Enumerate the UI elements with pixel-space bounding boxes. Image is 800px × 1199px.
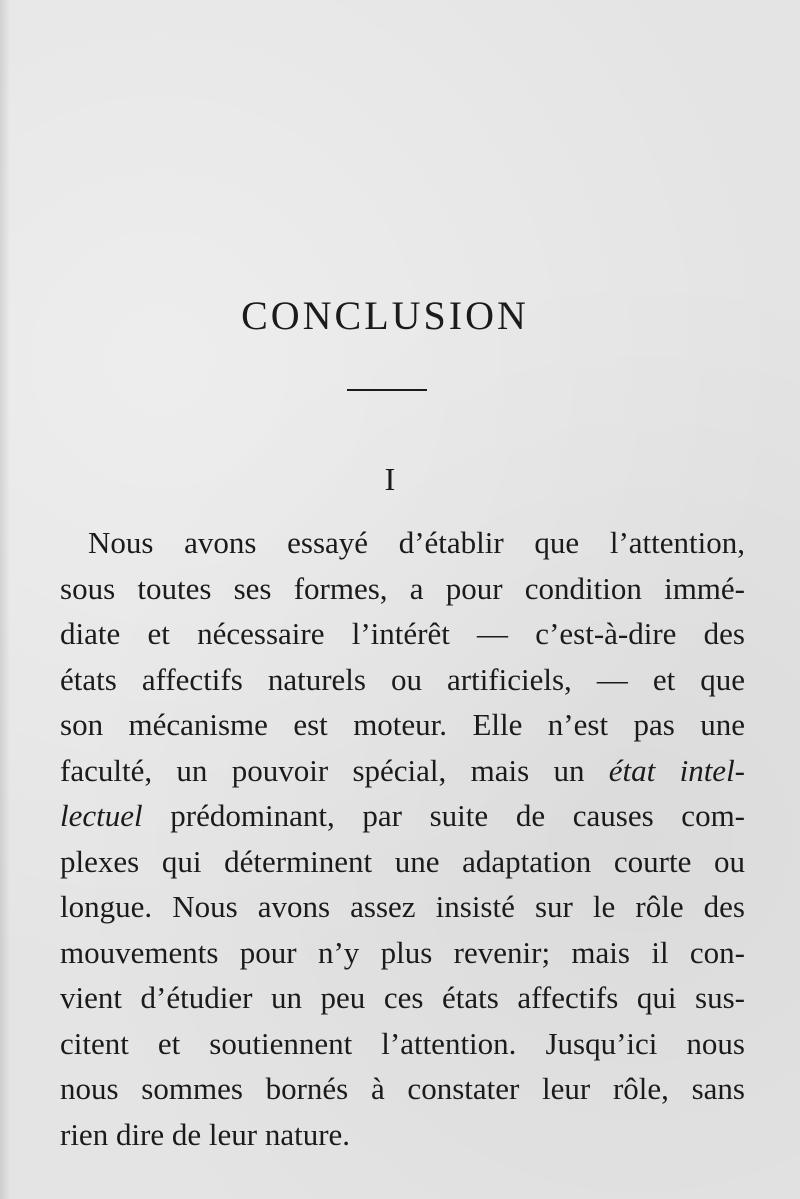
section-number: I — [384, 461, 396, 497]
paragraph-line: plexes qui déterminent une adaptation courte ou — [60, 843, 745, 879]
paragraph-line: vient d’étudier un peu ces états affectifs qui sus- — [60, 980, 745, 1015]
paragraph-line: diate et nécessaire l’intérêt — c’est-à-dire des — [60, 616, 745, 651]
italic-text: lectuel — [60, 798, 143, 833]
paragraph-line: citent et soutiennent l’attention. Jusqu’ici nous — [60, 1025, 745, 1061]
paragraph-line — [60, 793, 745, 839]
title-divider — [347, 389, 427, 391]
italic-text: état intel- — [608, 752, 746, 788]
chapter-title: CONCLUSION — [241, 293, 529, 338]
page-gutter-shadow — [0, 0, 10, 1199]
paragraph-line: états affectifs naturels ou artificiels, — et que — [60, 661, 745, 697]
line-text: faculté, un pouvoir spécial, mais un — [60, 752, 609, 788]
paragraph-line: nous sommes bornés à constater leur rôle, sans — [60, 1071, 745, 1106]
paragraph-line: son mécanisme est moteur. Elle n’est pas une — [60, 707, 745, 742]
paragraph — [60, 520, 745, 1157]
paragraph-line: mouvements pour n’y plus revenir; mais il con- — [60, 934, 745, 970]
paragraph-line: longue. Nous avons assez insisté sur le rôle des — [60, 889, 745, 924]
line-text: prédominant, par suite de causes com- — [142, 798, 745, 833]
paragraph-line: sous toutes ses formes, a pour condition immé- — [60, 570, 745, 606]
paragraph-line: rien dire de leur nature. — [60, 1116, 351, 1152]
paragraph-line — [60, 748, 745, 794]
paragraph-line: Nous avons essayé d’établir que l’attention, — [88, 525, 745, 560]
